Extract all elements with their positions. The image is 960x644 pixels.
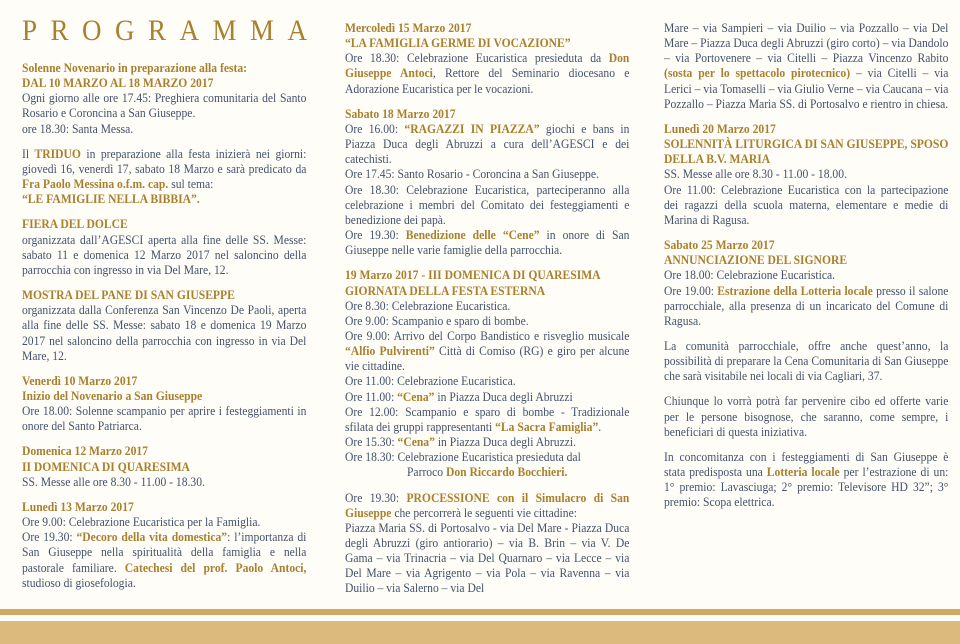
text-block <box>664 122 948 228</box>
text-block <box>664 21 948 112</box>
body-text: Ore 11.00: Celebrazione Eucaristica con la partecipazione dei ragazzi della scuola materna, elementare e medie di Marina di Ragusa. <box>664 182 949 227</box>
body-text: giochi e bans in Piazza Duca degli Abruzzi a cura dell’AGESCI e dei catechisti. <box>345 121 630 167</box>
body-text: che percorrerà le seguenti vie cittadine: <box>391 505 577 520</box>
highlight-text: Don Riccardo Bocchieri. <box>445 465 568 480</box>
highlight-text: TRIDUO <box>34 146 81 161</box>
highlight-text: (sosta per lo spettacolo pirotecnico) <box>664 66 851 81</box>
highlight-text: Estrazione della Lotteria locale <box>717 283 873 298</box>
highlight-text: Sabato 18 Marzo 2017 <box>345 106 456 121</box>
body-text: Mare – via Sampieri – via Duilio – via Pozzallo – via Del Mare – Piazza Duca degli Abruzzi (giro corto) – via Dandolo – via Portovenere – via Citelli – Piazza Vincenzo Rabito <box>664 21 949 66</box>
highlight-text: Catechesi del prof. Paolo Antoci, <box>124 560 307 575</box>
highlight-text: FIERA DEL DOLCE <box>22 217 128 232</box>
text-block <box>664 238 948 329</box>
body-text: organizzata dall’AGESCI aperta alla fine delle SS. Messe: sabato 11 e domenica 12 Marzo 2017 nel saloncino della parrocchia con ingresso in via Del Mare, 12. <box>22 232 307 277</box>
highlight-text: Venerdì 10 Marzo 2017 <box>22 373 138 388</box>
body-text: in Piazza Duca degli Abruzzi. <box>434 435 577 450</box>
body-text: Ore 9.00: Arrivo del Corpo Bandistico e risveglio musicale <box>345 328 630 343</box>
footer-bar-thick <box>0 621 960 644</box>
highlight-text: “Cena” <box>397 389 435 404</box>
highlight-text: “Decoro della vita domestica” <box>76 530 228 545</box>
text-block <box>22 288 306 364</box>
body-text: Ore 18.00: Celebrazione Eucaristica. <box>664 268 836 283</box>
highlight-text: Lunedì 13 Marzo 2017 <box>22 499 134 514</box>
text-block <box>664 450 948 511</box>
text-block <box>664 394 948 439</box>
body-text: Ore 15.30: <box>345 435 398 450</box>
text-block <box>345 21 629 97</box>
body-text: organizzata dalla Conferenza San Vincenzo De Paoli, aperta alla fine delle SS. Messe: sabato 18 e domenica 19 Marzo 2017 nel saloncino della parrocchia con ingresso in via Del Mare, 12. <box>22 303 307 363</box>
body-text: In concomitanza con i festeggiamenti di San Giuseppe è stata predisposta una <box>664 449 949 480</box>
highlight-text: Mercoledì 15 Marzo 2017 <box>345 21 472 35</box>
body-text: Ore 19.30: <box>345 228 406 243</box>
body-text: per l’estrazione di un: 1° premio: Lavasciuga; 2° premio: Televisore HD 32”; 3° premio: Scopa elettrica. <box>664 465 949 510</box>
highlight-text: Don Giuseppe Antoci <box>345 51 630 81</box>
body-text: Ore 18.30: Celebrazione Eucaristica presieduta da <box>345 51 609 66</box>
text-block <box>22 147 306 208</box>
body-text: La comunità parrocchiale, offre anche quest’anno, la possibilità di preparare la Cena Comunitaria di San Giuseppe che sarà visitabile nei locali di via Cagliari, 37. <box>664 338 949 384</box>
body-text: Parroco <box>406 465 446 480</box>
highlight-text: PROCESSIONE con il Simulacro di San Giuseppe <box>345 490 630 520</box>
body-text: . <box>598 419 602 434</box>
body-text: Ore 12.00: Scampanio e sparo di bombe - Tradizionale sfilata dei gruppi rappresentanti <box>345 404 630 434</box>
body-text: Ore 19.30: <box>22 530 77 545</box>
body-text: SS. Messe alle ore 8.30 - 11.00 - 18.30. <box>22 474 205 489</box>
text-block <box>22 217 306 278</box>
body-text: Ore 9.00: Celebrazione Eucaristica per la Famiglia. <box>22 515 261 530</box>
body-text: Ore 19.30: <box>345 490 407 505</box>
body-text: Il <box>22 146 35 161</box>
highlight-text: Sabato 25 Marzo 2017 <box>664 238 775 253</box>
body-text: Ore 18.00: Solenne scampanio per aprire i festeggiamenti in onore del Santo Patriarca. <box>22 404 307 434</box>
body-text: Ore 9.00: Scampanio e sparo di bombe. <box>345 313 529 328</box>
highlight-text: Fra Paolo Messina o.f.m. cap. <box>22 177 169 192</box>
body-text: : l’importanza di San Giuseppe nella spiritualità della famiglia e nella pastorale familiare. <box>22 530 307 575</box>
highlight-text: “LA FAMIGLIA GERME DI VOCAZIONE” <box>345 36 571 51</box>
text-block <box>664 339 948 384</box>
body-text: – via Citelli – via Lerici – via Tomaselli – via Giulio Verne – via Caucana – via Pozzallo – Piazza Maria SS. di Portosalvo e rientro in chiesa. <box>664 66 949 111</box>
highlight-text: MOSTRA DEL PANE DI SAN GIUSEPPE <box>22 288 235 303</box>
body-text: Ore 18.30: Celebrazione Eucaristica, parteciperanno alla celebrazione i membri del Comitato dei festeggiamenti e benedizione dei papà. <box>345 182 630 227</box>
highlight-text: ANNUNCIAZIONE DEL SIGNORE <box>664 253 848 268</box>
body-text: sul tema: <box>168 177 214 192</box>
body-text: in onore di San Giuseppe nelle varie famiglie della parrocchia. <box>345 228 630 258</box>
text-block <box>22 444 306 489</box>
body-text: , Rettore del Seminario diocesano e Adorazione Eucaristica per le vocazioni. <box>345 66 630 96</box>
body-text: Ore 19.00: <box>664 283 718 298</box>
highlight-text: Lunedì 20 Marzo 2017 <box>664 121 776 136</box>
text-block <box>345 465 629 480</box>
highlight-text: “LE FAMIGLIE NELLA BIBBIA”. <box>22 192 200 207</box>
body-text: Ore 16.00: <box>345 121 405 136</box>
highlight-text: “La Sacra Famiglia” <box>495 419 599 434</box>
text-block <box>345 268 629 465</box>
body-text: Città di Comiso (RG) e giro per alcune vie cittadine. <box>345 344 630 374</box>
text-block <box>345 491 629 597</box>
highlight-text: Benedizione delle “Cene” <box>405 228 540 243</box>
highlight-text: GIORNATA DELLA FESTA ESTERNA <box>345 283 546 298</box>
body-text: Ore 18.30: Celebrazione Eucaristica presieduta dal <box>345 450 581 465</box>
page-title: PROGRAMMA <box>22 14 321 47</box>
highlight-text: “RAGAZZI IN PIAZZA” <box>404 121 540 136</box>
body-text: SS. Messe alle ore 8.30 - 11.00 - 18.00. <box>664 167 847 182</box>
text-block <box>345 107 629 259</box>
body-text: ore 18.30: Santa Messa. <box>22 121 134 136</box>
highlight-text: Domenica 12 Marzo 2017 <box>22 444 148 459</box>
footer-stripe-thin <box>0 609 960 615</box>
highlight-text: II DOMENICA DI QUARESIMA <box>22 459 190 474</box>
highlight-text: “Cena” <box>397 435 435 450</box>
body-text: Chiunque lo vorrà potrà far pervenire cibo ed offerte varie per le persone bisognose, che saranno, come sempre, i beneficiari di questa iniziativa. <box>664 394 949 439</box>
text-block <box>22 61 306 137</box>
highlight-text: Solenne Novenario in preparazione alla festa: <box>22 61 248 75</box>
text-block <box>22 500 306 591</box>
highlight-text: DAL 10 MARZO AL 18 MARZO 2017 <box>22 76 214 91</box>
highlight-text: Lotteria locale <box>766 465 840 480</box>
body-text: studioso di giosefologia. <box>22 575 136 590</box>
column-right <box>664 21 948 521</box>
column-left <box>22 14 321 601</box>
body-text: Ore 11.00: <box>345 389 398 404</box>
body-text: Piazza Maria SS. di Portosalvo - via Del Mare - Piazza Duca degli Abruzzi (giro antiorario) – via B. Brin – via V. De Gama – via Trinacria – via Del Quarnaro – via Lecce – via Del Mare – via Agrigento – via Pola – via Ravenna – via Duilio – via Salerno – via Del <box>345 520 630 596</box>
body-text: in Piazza Duca degli Abruzzi <box>434 389 573 404</box>
body-text: presso il salone parrocchiale, alla presenza di un incaricato del Comune di Ragusa. <box>664 283 949 328</box>
highlight-text: 19 Marzo 2017 - III DOMENICA DI QUARESIMA <box>345 268 601 283</box>
highlight-text: SOLENNITÀ LITURGICA DI SAN GIUSEPPE, SPOSO DELLA B.V. MARIA <box>664 137 949 167</box>
body-text: Ore 8.30: Celebrazione Eucaristica. <box>345 298 511 313</box>
text-block <box>22 374 306 435</box>
highlight-text: Inizio del Novenario a San Giuseppe <box>22 388 203 403</box>
body-text: Ogni giorno alle ore 17.45: Preghiera comunitaria del Santo Rosario e Coroncina a San Giuseppe. <box>22 91 307 121</box>
highlight-text: “Alfio Pulvirenti” <box>345 344 435 359</box>
body-text: in preparazione alla festa inizierà nei giorni: giovedì 16, venerdì 17, sabato 18 Marzo e sarà predicato da <box>22 146 307 176</box>
column-middle <box>345 21 629 607</box>
body-text: Ore 17.45: Santo Rosario - Coroncina a San Giuseppe. <box>345 167 599 182</box>
body-text: Ore 11.00: Celebrazione Eucaristica. <box>345 374 516 389</box>
